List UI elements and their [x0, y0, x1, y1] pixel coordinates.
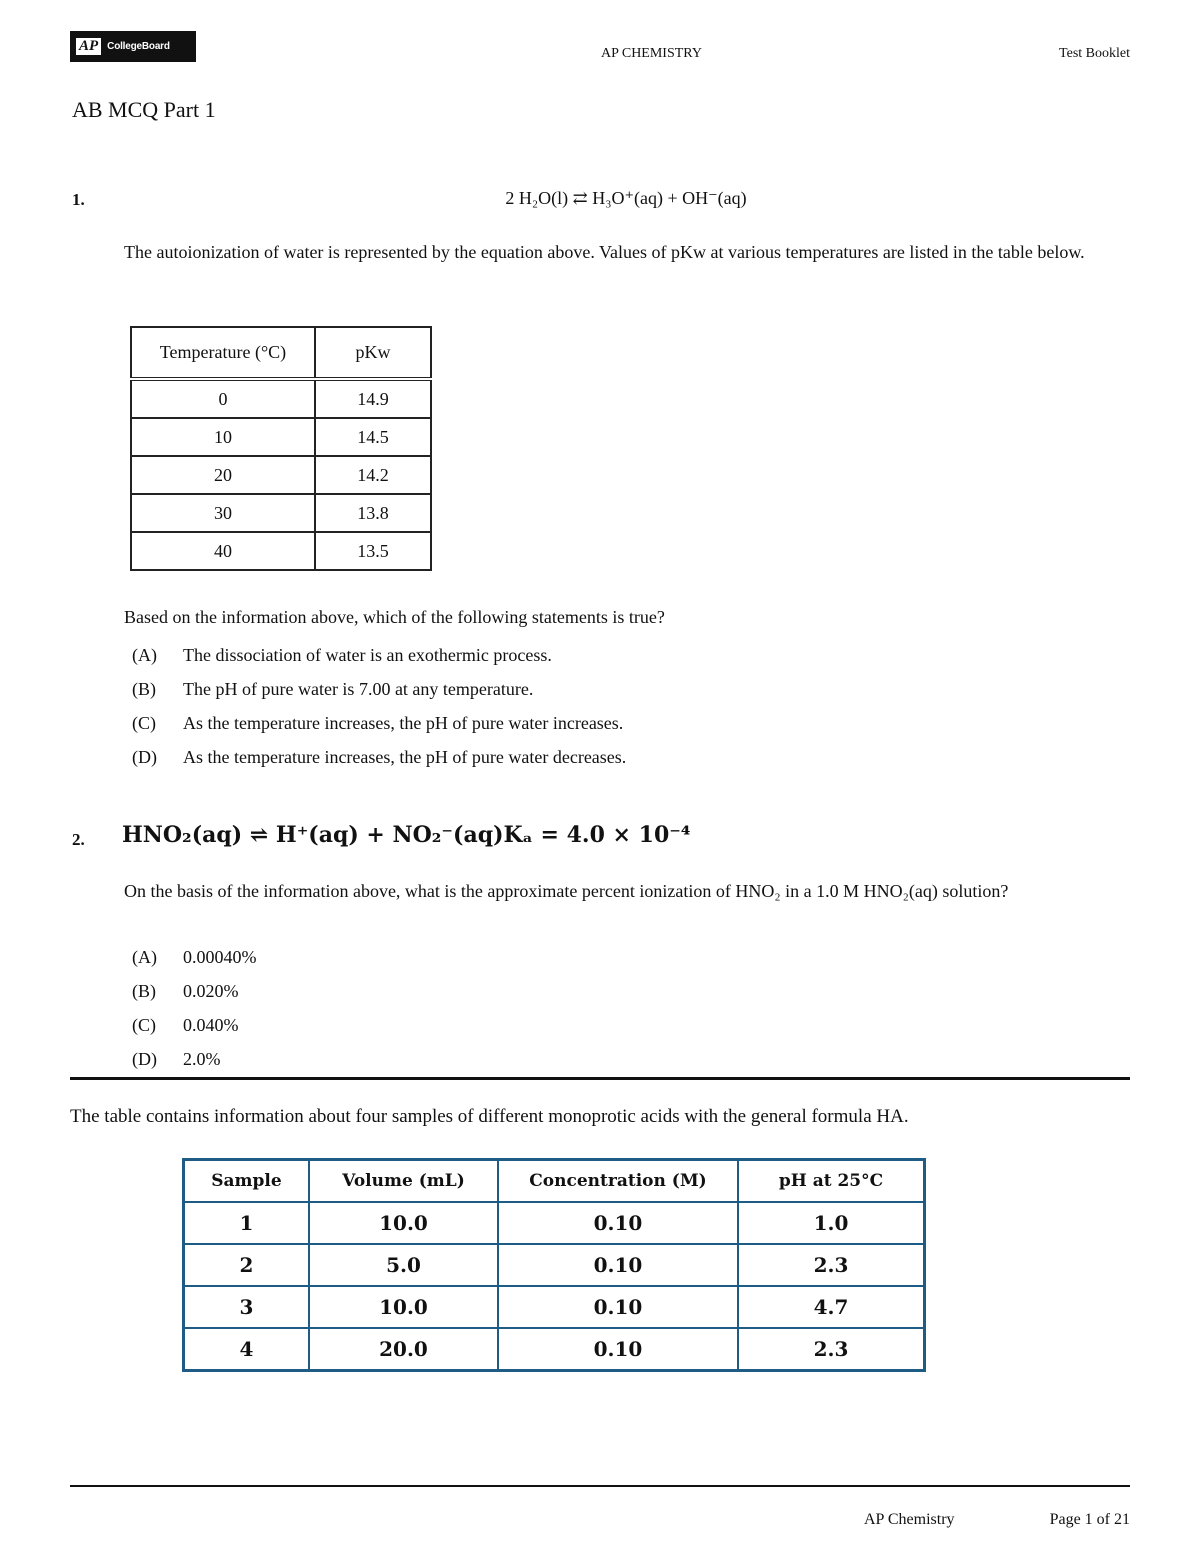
acid-header-sample: Sample — [184, 1160, 310, 1203]
section-divider — [70, 1077, 1130, 1080]
acid-volume-cell: 20.0 — [309, 1328, 498, 1371]
acid-volume-cell: 10.0 — [309, 1202, 498, 1244]
pkw-temperature-cell: 30 — [131, 494, 315, 532]
acid-header-ph: pH at 25°C — [738, 1160, 925, 1203]
question-2-equation: HNO₂(aq) ⇌ H⁺(aq) + NO₂⁻(aq)Kₐ = 4.0 × 10⁻⁴ — [122, 822, 691, 848]
acid-sample-cell: 1 — [184, 1202, 310, 1244]
answer-option[interactable] — [132, 940, 257, 974]
answer-option[interactable] — [132, 1008, 257, 1042]
pkw-temperature-cell: 40 — [131, 532, 315, 570]
option-text: As the temperature increases, the pH of pure water decreases. — [183, 746, 627, 767]
question-1-number: 1. — [72, 190, 85, 209]
acid-sample-cell: 3 — [184, 1286, 310, 1328]
option-text: The pH of pure water is 7.00 at any temperature. — [183, 678, 534, 699]
question-1-options — [132, 638, 626, 774]
table-row — [184, 1328, 925, 1371]
answer-option[interactable] — [132, 672, 626, 706]
answer-option[interactable] — [132, 1042, 257, 1076]
option-text: 0.040% — [183, 1014, 239, 1035]
header-booklet-label: Test Booklet — [1059, 46, 1130, 61]
question-2-prompt: On the basis of the information above, what is the approximate percent ionization of HNO₂ in a 1.0 M HNO₂(aq) solution? — [124, 881, 1009, 901]
acid-concentration-cell: 0.10 — [498, 1286, 738, 1328]
question-1-intro: The autoionization of water is represented by the equation above. Values of pKw at various temperatures are listed in the table below. — [124, 242, 1085, 262]
acid-sample-cell: 4 — [184, 1328, 310, 1371]
pkw-temperature-cell: 20 — [131, 456, 315, 494]
footer-divider — [70, 1485, 1130, 1487]
acid-ph-cell: 2.3 — [738, 1244, 925, 1286]
pkw-value-cell: 14.5 — [315, 418, 431, 456]
acid-volume-cell: 5.0 — [309, 1244, 498, 1286]
logo-ap-text: AP — [76, 38, 101, 55]
option-text: 0.00040% — [183, 946, 257, 967]
table-row — [131, 418, 431, 456]
acid-header-concentration: Concentration (M) — [498, 1160, 738, 1203]
pkw-value-cell: 13.8 — [315, 494, 431, 532]
acid-ph-cell: 1.0 — [738, 1202, 925, 1244]
pkw-value-cell: 13.5 — [315, 532, 431, 570]
acid-header-volume: Volume (mL) — [309, 1160, 498, 1203]
option-letter: (D) — [132, 1048, 157, 1069]
pkw-value-cell: 14.9 — [315, 379, 431, 418]
option-letter: (B) — [132, 678, 156, 699]
table-row — [131, 456, 431, 494]
logo-collegeboard-text: CollegeBoard — [107, 41, 170, 52]
table-row — [131, 532, 431, 570]
acid-samples-table — [182, 1158, 926, 1372]
option-letter: (A) — [132, 946, 157, 967]
answer-option[interactable] — [132, 974, 257, 1008]
option-letter: (C) — [132, 712, 156, 733]
pkw-header-temperature: Temperature (°C) — [131, 327, 315, 379]
pkw-header-pkw: pKw — [315, 327, 431, 379]
footer-page-number: Page 1 of 21 — [1049, 1511, 1130, 1528]
acid-table-header-row — [184, 1160, 925, 1203]
section-title: AB MCQ Part 1 — [72, 97, 216, 122]
option-letter: (A) — [132, 644, 157, 665]
option-letter: (D) — [132, 746, 157, 767]
pkw-table-header-row — [131, 327, 431, 379]
table-row — [131, 379, 431, 418]
table-row — [131, 494, 431, 532]
table-row — [184, 1202, 925, 1244]
acid-concentration-cell: 0.10 — [498, 1244, 738, 1286]
acid-table-intro: The table contains information about four samples of different monoprotic acids with the general formula HA. — [70, 1106, 909, 1127]
table-row — [184, 1244, 925, 1286]
question-2-options — [132, 940, 257, 1076]
option-letter: (B) — [132, 980, 156, 1001]
pkw-table — [130, 326, 432, 571]
pkw-temperature-cell: 0 — [131, 379, 315, 418]
acid-ph-cell: 2.3 — [738, 1328, 925, 1371]
question-1-prompt: Based on the information above, which of the following statements is true? — [124, 607, 665, 627]
acid-concentration-cell: 0.10 — [498, 1202, 738, 1244]
header-title: AP CHEMISTRY — [600, 46, 702, 61]
acid-volume-cell: 10.0 — [309, 1286, 498, 1328]
pkw-temperature-cell: 10 — [131, 418, 315, 456]
option-text: As the temperature increases, the pH of pure water increases. — [183, 712, 624, 733]
acid-ph-cell: 4.7 — [738, 1286, 925, 1328]
answer-option[interactable] — [132, 740, 626, 774]
option-text: The dissociation of water is an exothermic process. — [183, 644, 552, 665]
question-1-equation: 2 H₂O(l) ⇄ H₃O⁺(aq) + OH⁻(aq) — [505, 188, 747, 208]
option-letter: (C) — [132, 1014, 156, 1035]
option-text: 2.0% — [183, 1048, 221, 1069]
acid-sample-cell: 2 — [184, 1244, 310, 1286]
question-2-number: 2. — [72, 830, 85, 849]
footer-subject: AP Chemistry — [864, 1511, 955, 1528]
answer-option[interactable] — [132, 706, 626, 740]
option-text: 0.020% — [183, 980, 239, 1001]
table-row — [184, 1286, 925, 1328]
answer-option[interactable] — [132, 638, 626, 672]
pkw-value-cell: 14.2 — [315, 456, 431, 494]
acid-concentration-cell: 0.10 — [498, 1328, 738, 1371]
